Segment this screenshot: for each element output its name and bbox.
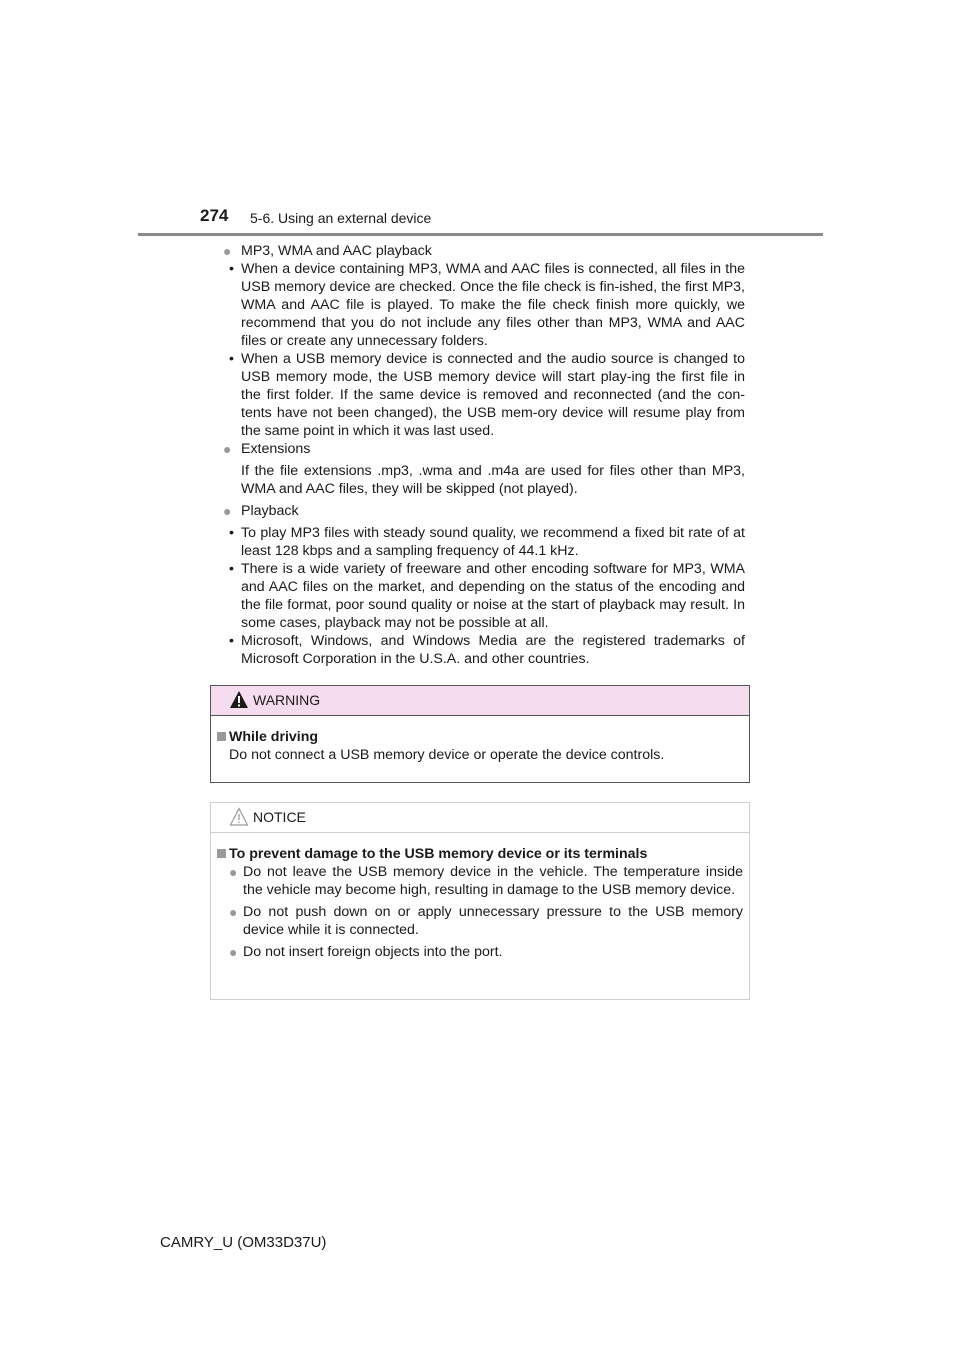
list-item-text: When a USB memory device is connected and the audio source is changed to USB memory mode, the USB memory device will start play-ing the first file in the first folder. If the same device is removed and reconnected (and the con- tents have not been changed), the USB mem-ory device will resume play from the same point in which it was last used. (241, 351, 745, 439)
list-item (223, 260, 745, 350)
sub-bullet-icon: • (229, 561, 234, 577)
bullet-heading-text: Playback (241, 503, 299, 519)
warning-body (211, 716, 749, 764)
warning-text: Do not connect a USB memory device or operate the device controls. (229, 747, 665, 763)
sub-bullet-icon: • (229, 261, 234, 277)
list-item (223, 524, 745, 560)
bullet-heading-text: MP3, WMA and AAC playback (241, 243, 432, 259)
section-title: 5-6. Using an external device (250, 210, 432, 226)
bullet-dot-icon: ● (223, 503, 232, 519)
list-item (223, 632, 745, 668)
bullet-dot-icon: ● (223, 243, 232, 259)
list-item (223, 350, 745, 440)
sub-bullet-icon: • (229, 633, 234, 649)
sub-bullet-icon: • (229, 351, 234, 367)
notice-header (211, 803, 749, 833)
list-item (217, 943, 743, 961)
bullet-dot-icon: ● (223, 441, 232, 457)
page-header (200, 206, 830, 236)
bullet-heading (223, 440, 745, 458)
warning-label: WARNING (253, 692, 321, 708)
bullet-dot-icon: ● (229, 864, 238, 880)
list-item-text: Do not push down on or apply unnecessary pressure to the USB memory device while it is connected. (243, 904, 743, 938)
caution-triangle-icon (229, 807, 249, 827)
list-item-text: To play MP3 files with steady sound quality, we recommend a fixed bit rate of at least 128 kbps and a sampling frequency of 44.1 kHz. (241, 525, 745, 559)
bullet-dot-icon: ● (229, 904, 238, 920)
notice-body (211, 833, 749, 961)
footer-model: CAMRY_U (OM33D37U) (160, 1234, 327, 1251)
warning-triangle-icon (229, 690, 249, 710)
paragraph: If the file extensions .mp3, .wma and .m4a are used for files other than MP3, WMA and AAC files, they will be skipped (not played). (241, 463, 745, 497)
list-item-text: When a device containing MP3, WMA and AAC files is connected, all files in the USB memory device are checked. Once the file check is fin-ished, the first MP3, WMA and AAC file is played. To make the file check finish more quickly, we recommend that you do not include any files other than MP3, WMA and AAC files or create any unnecessary folders. (241, 261, 745, 349)
bullet-heading-text: Extensions (241, 441, 311, 457)
notice-heading-text: To prevent damage to the USB memory device or its terminals (229, 846, 648, 862)
sub-bullet-icon: • (229, 525, 234, 541)
notice-box (210, 802, 750, 1000)
warning-heading (217, 728, 743, 746)
page-number: 274 (200, 206, 229, 225)
warning-heading-text: While driving (229, 729, 319, 745)
list-item-text: Do not insert foreign objects into the port. (243, 944, 503, 960)
main-content (223, 242, 745, 668)
list-item (217, 903, 743, 939)
square-bullet-icon (217, 849, 226, 858)
list-item-text: Do not leave the USB memory device in the vehicle. The temperature inside the vehicle may become high, resulting in damage to the USB memory device. (243, 864, 743, 898)
warning-header (211, 686, 749, 716)
square-bullet-icon (217, 732, 226, 741)
header-rule (138, 233, 823, 236)
notice-heading (217, 845, 743, 863)
list-item-text: Microsoft, Windows, and Windows Media are the registered trademarks of Microsoft Corporation in the U.S.A. and other countries. (241, 633, 745, 667)
list-item (223, 560, 745, 632)
list-item (217, 863, 743, 899)
bullet-heading (223, 242, 745, 260)
list-item-text: There is a wide variety of freeware and other encoding software for MP3, WMA and AAC files on the market, and depending on the status of the encoding and the file format, poor sound quality or noise at the start of playback may result. In some cases, playback may not be possible at all. (241, 561, 745, 631)
bullet-dot-icon: ● (229, 944, 238, 960)
warning-box (210, 685, 750, 783)
sub-list (223, 524, 745, 668)
notice-label: NOTICE (253, 809, 306, 825)
bullet-heading (223, 502, 745, 520)
sub-list (223, 260, 745, 440)
